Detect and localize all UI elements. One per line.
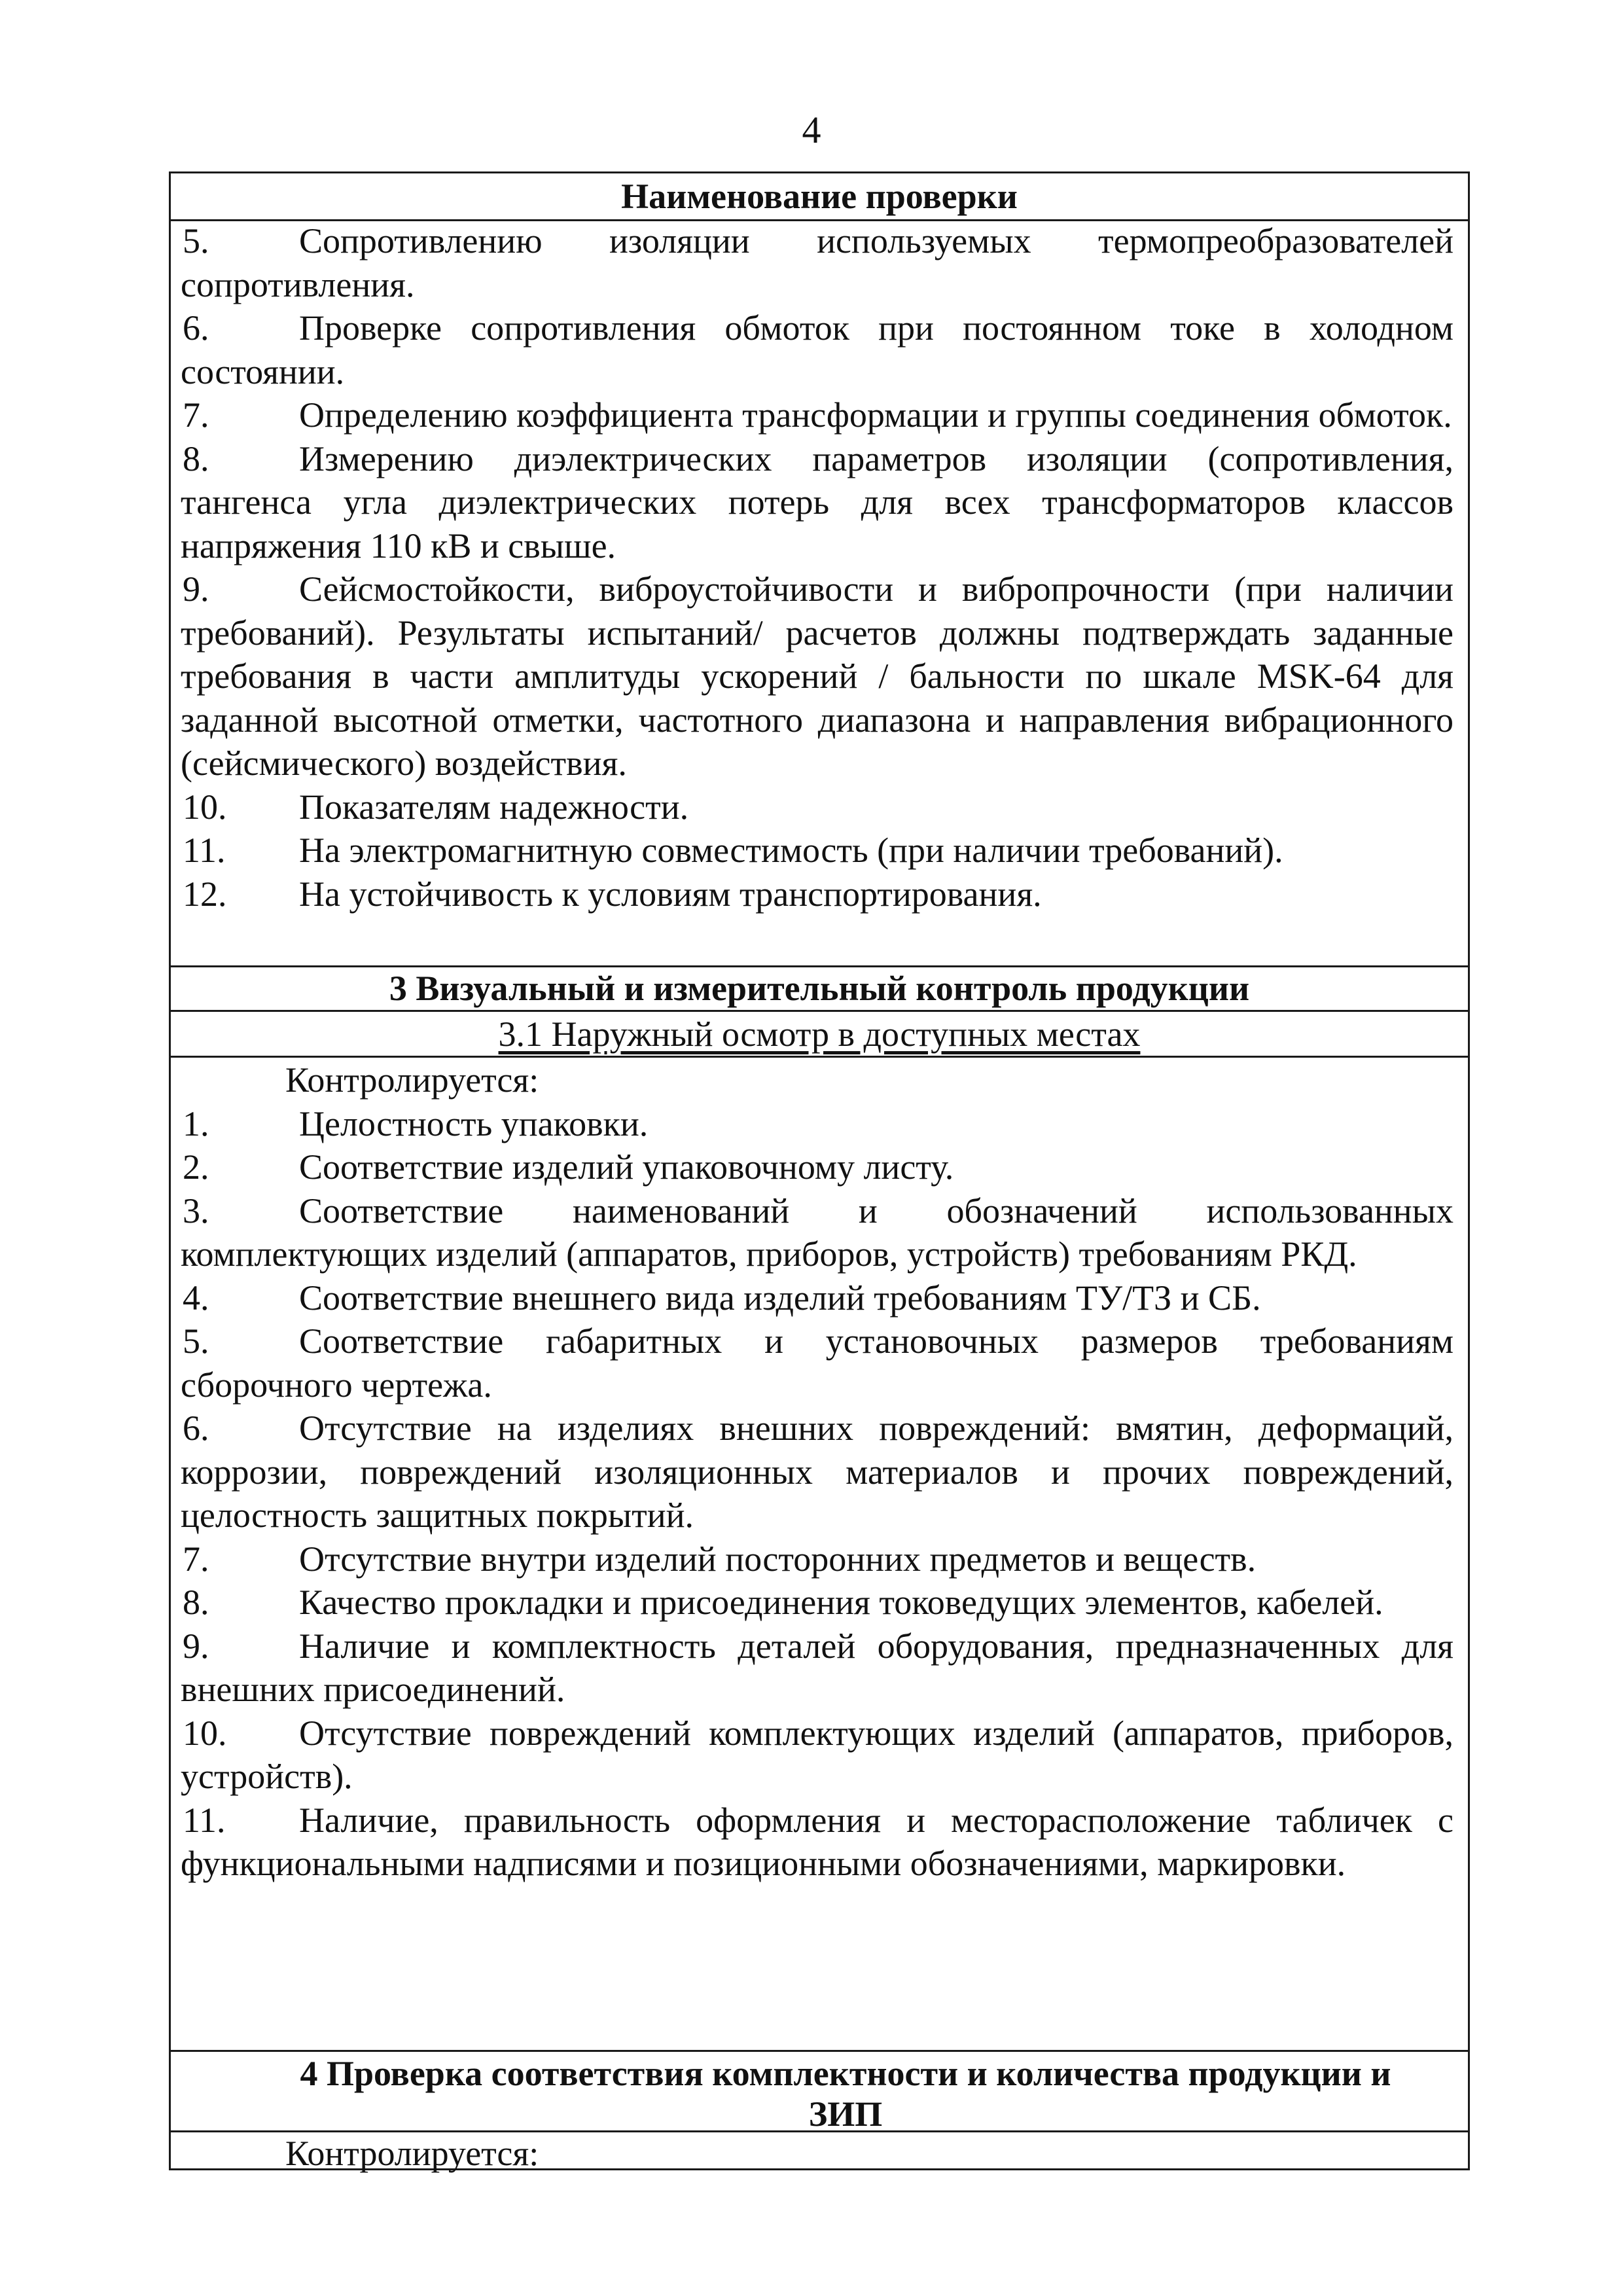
section3-lead: Контролируется: — [285, 1060, 539, 1100]
section2-list — [171, 219, 1468, 916]
item-number: 8. — [183, 1583, 209, 1622]
list-item — [181, 1102, 1454, 1146]
item-number: 3. — [183, 1191, 209, 1230]
list-item — [181, 1407, 1454, 1537]
table-header: Наименование проверки — [621, 177, 1018, 216]
list-item — [181, 219, 1454, 306]
item-number: 11. — [183, 831, 226, 870]
item-text: Отсутствие на изделиях внешних повреждений: вмятин, деформаций, коррозии, повреждений изоляционных материалов и прочих повреждений, целостность защитных покрытий. — [181, 1408, 1454, 1535]
list-item — [181, 1319, 1454, 1407]
section4-lead: Контролируется: — [285, 2134, 539, 2173]
item-number: 9. — [183, 1626, 209, 1666]
item-number: 8. — [183, 439, 209, 478]
item-number: 10. — [183, 1713, 227, 1753]
item-number: 7. — [183, 395, 209, 435]
item-number: 5. — [183, 221, 209, 260]
item-number: 10. — [183, 787, 227, 827]
item-number: 9. — [183, 569, 209, 609]
item-text: Соответствие внешнего вида изделий требованиям ТУ/ТЗ и СБ. — [299, 1278, 1261, 1318]
item-number: 6. — [183, 1408, 209, 1448]
item-text: Проверке сопротивления обмоток при постоянном токе в холодном состоянии. — [181, 308, 1454, 391]
list-item — [181, 437, 1454, 568]
list-item — [181, 1276, 1454, 1320]
list-item — [181, 1624, 1454, 1712]
item-text: Соответствие габаритных и установочных размеров требованиям сборочного чертежа. — [181, 1321, 1454, 1405]
page-number: 4 — [802, 109, 821, 151]
requirements-table — [169, 171, 1470, 2173]
item-text: Измерению диэлектрических параметров изоляции (сопротивления, тангенса угла диэлектрических потерь для всех трансформаторов классов напряжения 110 кВ и свыше. — [181, 439, 1454, 565]
item-text: Сейсмостойкости, виброустойчивости и вибропрочности (при наличии требований). Результаты испытаний/ расчетов должны подтверждать заданные требования в части амплитуды ускорений / бальности по шкале MSK-64 для заданной высотной отметки, частотного диапазона и направления вибрационного (сейсмического) воздействия. — [181, 569, 1454, 783]
item-number: 5. — [183, 1321, 209, 1361]
item-number: 4. — [183, 1278, 209, 1318]
item-text: Соответствие наименований и обозначений использованных комплектующих изделий (аппаратов, приборов, устройств) требованиям РКД. — [181, 1191, 1454, 1274]
section4-title: 4 Проверка соответствия комплектности и количества продукции и ЗИП — [300, 2054, 1391, 2134]
item-number: 7. — [183, 1539, 209, 1579]
item-text: Целостность упаковки. — [299, 1103, 649, 1143]
section3-1-title: 3.1 Наружный осмотр в доступных местах — [498, 1014, 1141, 1054]
item-text: Наличие и комплектность деталей оборудования, предназначенных для внешних присоединений. — [181, 1626, 1454, 1709]
item-text: Отсутствие повреждений комплектующих изделий (аппаратов, приборов, устройств). — [181, 1713, 1454, 1796]
item-text: Определению коэффициента трансформации и группы соединения обмоток. — [299, 395, 1452, 435]
item-text: Наличие, правильность оформления и месторасположение табличек с функциональными надписями и позиционными обозначениями, маркировки. — [181, 1800, 1454, 1883]
list-item — [181, 567, 1454, 785]
item-number: 6. — [183, 308, 209, 348]
list-item — [181, 785, 1454, 829]
divider — [171, 1056, 1468, 1058]
list-item — [181, 1712, 1454, 1799]
item-text: Сопротивлению изоляции используемых термопреобразователей сопротивления. — [181, 221, 1454, 304]
list-item — [181, 306, 1454, 393]
item-number: 1. — [183, 1103, 209, 1143]
list-item — [181, 1189, 1454, 1276]
item-number: 12. — [183, 874, 227, 914]
item-text: Показателям надежности. — [299, 787, 689, 827]
item-number: 2. — [183, 1147, 209, 1187]
divider — [171, 2050, 1468, 2052]
item-text: Соответствие изделий упаковочному листу. — [299, 1147, 954, 1187]
item-text: Качество прокладки и присоединения токоведущих элементов, кабелей. — [299, 1583, 1383, 1622]
list-item — [181, 1799, 1454, 1886]
item-text: На электромагнитную совместимость (при наличии требований). — [299, 831, 1283, 870]
list-item — [181, 829, 1454, 872]
divider — [171, 1010, 1468, 1012]
item-text: Отсутствие внутри изделий посторонних предметов и веществ. — [299, 1539, 1257, 1579]
list-item — [181, 1145, 1454, 1189]
section3-title: 3 Визуальный и измерительный контроль продукции — [389, 969, 1250, 1008]
item-text: На устойчивость к условиям транспортирования. — [299, 874, 1042, 914]
section4-lead-row — [171, 2132, 1468, 2176]
list-item — [181, 872, 1454, 916]
section3-list — [171, 1058, 1468, 1886]
list-item — [181, 393, 1454, 437]
list-item — [181, 1537, 1454, 1581]
divider — [171, 965, 1468, 967]
item-number: 11. — [183, 1800, 226, 1840]
list-item — [181, 1581, 1454, 1624]
